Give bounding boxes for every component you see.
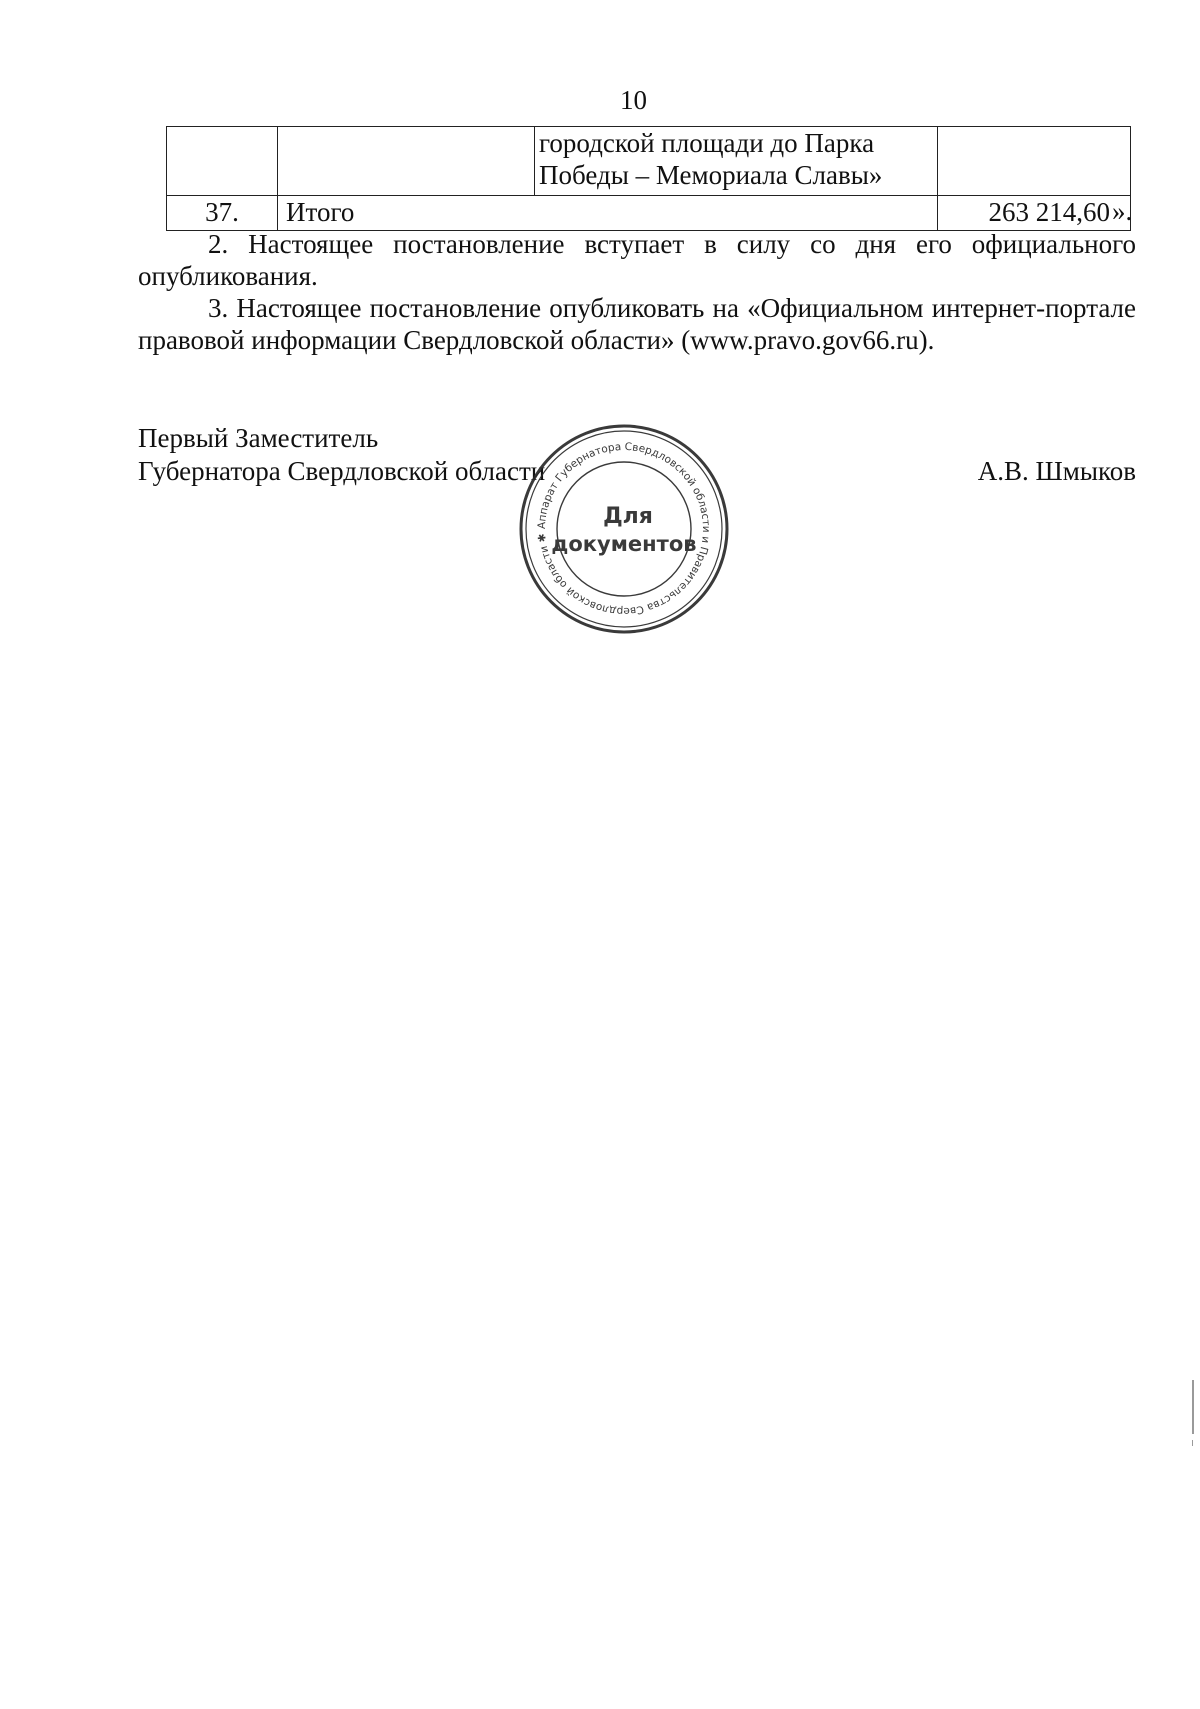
stamp-ring-text: Аппарат Губернатора Свердловской области и Правительства Свердловской области ✱ [535, 440, 713, 618]
table-row [167, 127, 1131, 196]
stamp-center-line1: Для [603, 504, 653, 529]
row-name-cell [278, 127, 535, 196]
row-amount-cell [938, 127, 1131, 196]
row-description-cell [535, 127, 938, 196]
signatory-title-line: Губернатора Свердловской области [138, 456, 546, 486]
page-number: 10 [620, 85, 647, 115]
total-label-cell: Итого [278, 196, 938, 231]
signatory-title-line: Первый Заместитель [138, 423, 379, 453]
table-row-total [167, 196, 1131, 231]
official-stamp [518, 423, 730, 635]
description-line: городской площади до Парка [539, 128, 875, 158]
signatory-name: А.В. Шмыков [977, 456, 1136, 486]
budget-table [166, 126, 1131, 231]
row-number-cell [167, 127, 278, 196]
paragraph-publication: 3. Настоящее постановление опубликовать на «Официальном интернет-портале правовой информации Свердловской области» (www.pravo.gov66.ru). [138, 293, 1136, 355]
stamp-outer-ring-inner [526, 431, 722, 627]
stamp-center-line2: документов [551, 532, 697, 556]
scan-edge-mark [1192, 1440, 1193, 1446]
paragraph-effective-date: 2. Настоящее постановление вступает в силу со дня его официального опубликования. [138, 229, 1136, 291]
total-amount-cell: 263 214,60 [938, 196, 1131, 231]
scan-edge-mark [1192, 1380, 1194, 1434]
stamp-inner-ring [557, 462, 691, 596]
table-closing-quote: ». [1112, 196, 1133, 226]
signatory-title [138, 422, 545, 488]
description-line: Победы – Мемориала Славы» [539, 160, 883, 190]
total-number-cell: 37. [167, 196, 278, 231]
stamp-outer-ring [521, 426, 727, 632]
